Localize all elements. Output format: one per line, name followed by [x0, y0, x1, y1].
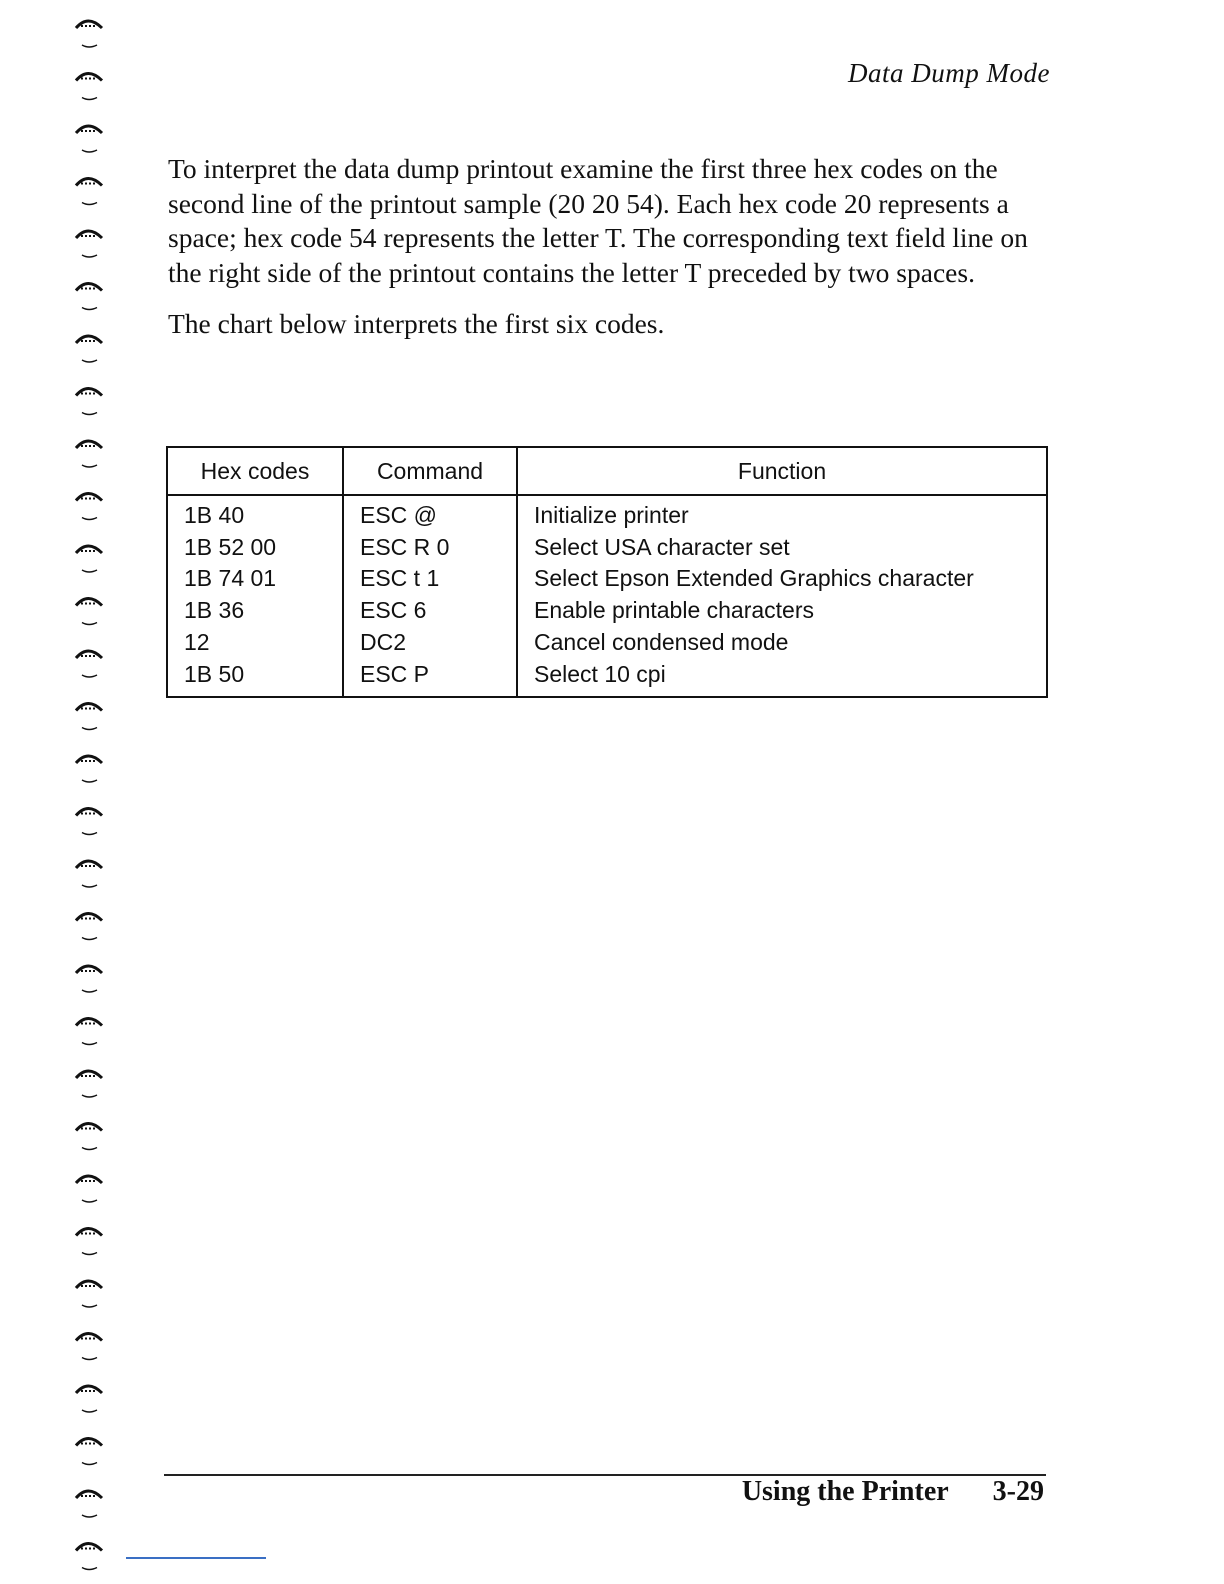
binding-hole-icon: [76, 599, 102, 625]
running-head: Data Dump Mode: [848, 58, 1050, 88]
binding-hole-icon: [76, 651, 102, 677]
function-cell: Enable printable characters: [517, 595, 1047, 627]
function-cell: Cancel condensed mode: [517, 627, 1047, 659]
command-cell: ESC @: [343, 495, 517, 532]
hex-code-cell: 12: [167, 627, 343, 659]
table-row: [167, 595, 1047, 627]
command-cell: DC2: [343, 627, 517, 659]
header-hex-codes: Hex codes: [167, 447, 343, 495]
table-row: [167, 627, 1047, 659]
binding-hole-icon: [76, 284, 102, 310]
header-command: Command: [343, 447, 517, 495]
binding-hole-icon: [76, 1019, 102, 1045]
binding-hole-icon: [76, 179, 102, 205]
function-cell: Select USA character set: [517, 532, 1047, 564]
binding-hole-icon: [76, 494, 102, 520]
command-cell: ESC P: [343, 659, 517, 698]
command-cell: ESC 6: [343, 595, 517, 627]
hex-code-table: [166, 446, 1048, 698]
table-row: [167, 495, 1047, 532]
function-cell: Select Epson Extended Graphics character: [517, 563, 1047, 595]
scan-mark: [126, 1557, 266, 1559]
binding-hole-icon: [76, 389, 102, 415]
binding-hole-icon: [76, 1491, 102, 1517]
binding-hole-icon: [76, 1281, 102, 1307]
binding-hole-icon: [76, 914, 102, 940]
binding-hole-icon: [76, 1071, 102, 1097]
binding-hole-icon: [76, 1124, 102, 1150]
hex-code-cell: 1B 50: [167, 659, 343, 698]
binding-hole-icon: [76, 704, 102, 730]
table-header-row: [167, 447, 1047, 495]
binding-hole-icon: [76, 861, 102, 887]
binding-hole-icon: [76, 441, 102, 467]
function-cell: Initialize printer: [517, 495, 1047, 532]
binding-hole-icon: [76, 231, 102, 257]
binding-hole-icon: [76, 21, 102, 47]
intro-paragraph: To interpret the data dump printout examine the first three hex codes on the second line of the printout sample (20 20 54). Each hex code 20 represents a space; hex code 54 represents the letter T. The corresponding text field line on the right side of the printout contains the letter T preceded by two spaces.: [168, 153, 1028, 288]
hex-code-cell: 1B 40: [167, 495, 343, 532]
binding-hole-icon: [76, 1439, 102, 1465]
command-cell: ESC R 0: [343, 532, 517, 564]
binding-hole-icon: [76, 966, 102, 992]
footer-section-title: Using the Printer: [741, 1476, 949, 1507]
binding-hole-icon: [76, 1229, 102, 1255]
function-cell: Select 10 cpi: [517, 659, 1047, 698]
command-cell: ESC t 1: [343, 563, 517, 595]
table-row: [167, 563, 1047, 595]
binding-hole-icon: [76, 546, 102, 572]
binding-hole-icon: [76, 1544, 102, 1570]
binding-hole-icon: [76, 1176, 102, 1202]
header-function: Function: [517, 447, 1047, 495]
table-row: [167, 659, 1047, 698]
chart-lead-paragraph: The chart below interprets the first six codes.: [168, 308, 665, 339]
binding-hole-icon: [76, 756, 102, 782]
binding-hole-icon: [76, 74, 102, 100]
binding-hole-icons: [70, 0, 120, 1584]
body-text: [168, 152, 1058, 342]
hex-code-cell: 1B 52 00: [167, 532, 343, 564]
hex-code-cell: 1B 74 01: [167, 563, 343, 595]
binding-hole-icon: [76, 336, 102, 362]
table-row: [167, 532, 1047, 564]
binding-hole-icon: [76, 1386, 102, 1412]
hex-code-cell: 1B 36: [167, 595, 343, 627]
binding-hole-icon: [76, 809, 102, 835]
page-footer: [742, 1476, 1044, 1508]
binding-hole-icon: [76, 126, 102, 152]
binding-hole-icon: [76, 1334, 102, 1360]
page-number: 3-29: [992, 1476, 1044, 1507]
spiral-binding-marks: [70, 0, 120, 1584]
